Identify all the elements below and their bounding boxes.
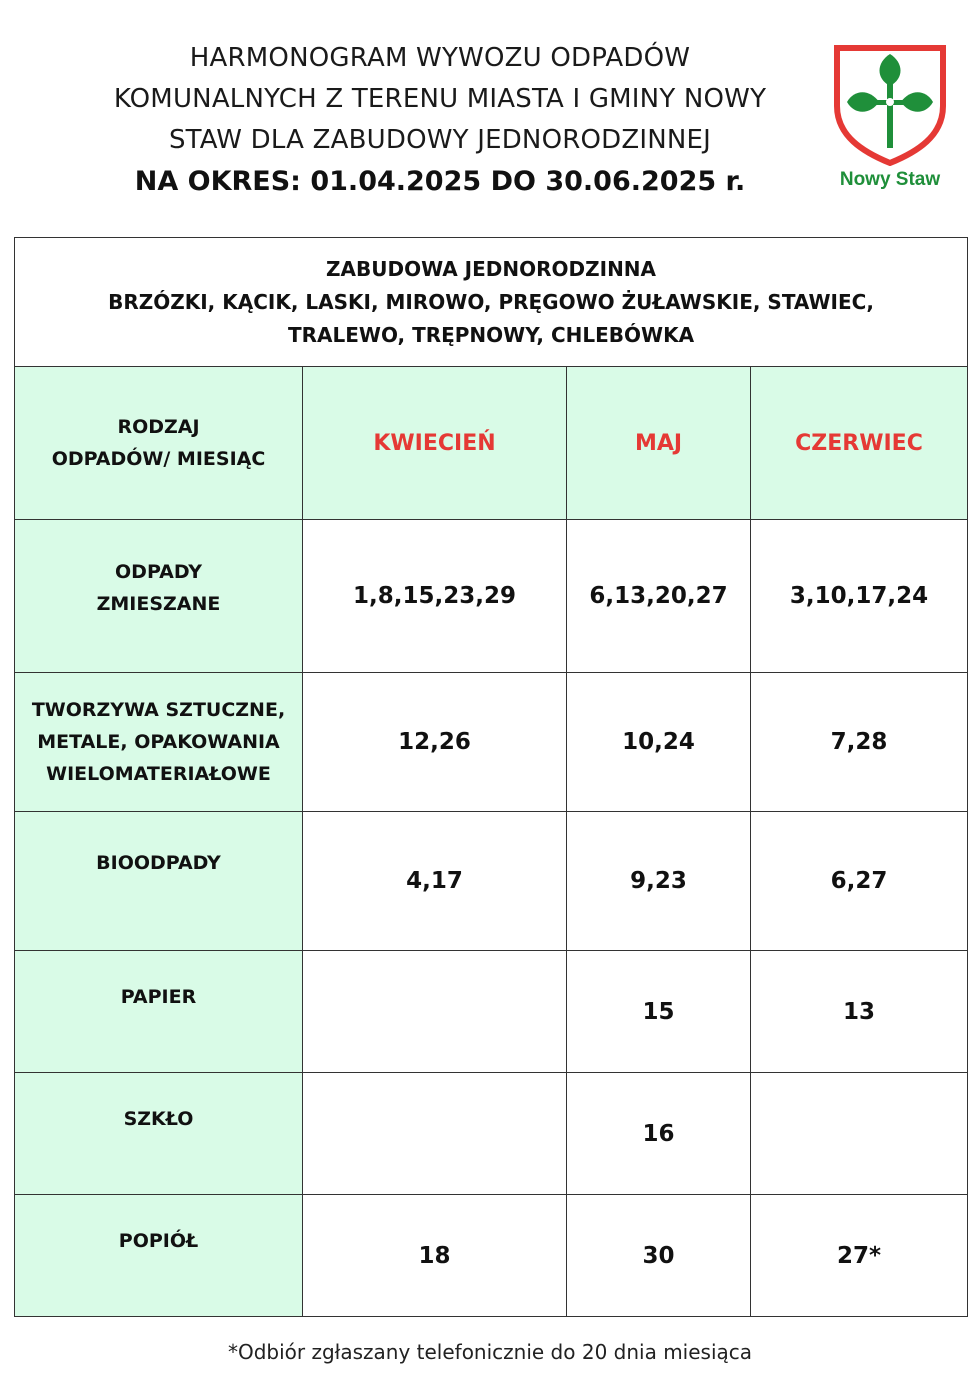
date-cell-april: 4,17 (303, 812, 567, 951)
waste-type-line: TWORZYWA SZTUCZNE, (31, 699, 286, 721)
date-cell-may: 6,13,20,27 (567, 520, 751, 673)
corner-header-line-1: RODZAJ (117, 416, 200, 438)
title-line-3: STAW DLA ZABUDOWY JEDNORODZINNEJ (168, 125, 712, 155)
waste-type-cell (15, 673, 303, 812)
date-cell-april: 18 (303, 1195, 567, 1317)
area-line-1: ZABUDOWA JEDNORODZINNA (326, 256, 657, 281)
waste-type-cell (15, 812, 303, 951)
date-cell-may: 15 (567, 951, 751, 1073)
waste-type-line: POPIÓŁ (118, 1229, 199, 1252)
date-cell-june: 13 (751, 951, 968, 1073)
waste-type-line: WIELOMATERIAŁOWE (46, 763, 271, 785)
date-cell-april: 12,26 (303, 673, 567, 812)
waste-type-line: SZKŁO (123, 1107, 194, 1130)
collection-schedule-table (14, 237, 968, 1317)
waste-type-line: PAPIER (120, 985, 197, 1008)
date-cell-may: 10,24 (567, 673, 751, 812)
date-cell-june: 6,27 (751, 812, 968, 951)
month-header-may: MAJ (567, 367, 751, 520)
date-cell-may: 9,23 (567, 812, 751, 951)
logo-town-name: Nowy Staw (839, 169, 941, 190)
month-header-june: CZERWIEC (751, 367, 968, 520)
date-cell-june: 3,10,17,24 (751, 520, 968, 673)
table-row-mixed-waste (15, 520, 968, 673)
waste-type-cell (15, 1195, 303, 1317)
month-header-row (15, 367, 968, 520)
table-row-paper (15, 951, 968, 1073)
table-row-glass (15, 1073, 968, 1195)
area-cell (15, 238, 968, 367)
area-line-2: BRZÓZKI, KĄCIK, LASKI, MIROWO, PRĘGOWO ŻUŁAWSKIE, STAWIEC, (108, 289, 874, 314)
date-cell-may: 30 (567, 1195, 751, 1317)
area-row (15, 238, 968, 367)
date-cell-june (751, 1073, 968, 1195)
table-row-ash (15, 1195, 968, 1317)
date-cell-june: 7,28 (751, 673, 968, 812)
corner-header-line-2: ODPADÓW/ MIESIĄC (51, 448, 266, 470)
table-row-plastics-metals (15, 673, 968, 812)
month-header-april: KWIECIEŃ (303, 367, 567, 520)
title-line-2: KOMUNALNYCH Z TERENU MIASTA I GMINY NOWY (113, 84, 767, 114)
waste-type-line: ZMIESZANE (96, 593, 221, 615)
waste-type-cell (15, 1073, 303, 1195)
date-cell-june: 27* (751, 1195, 968, 1317)
waste-type-cell (15, 951, 303, 1073)
nowy-staw-logo (826, 44, 954, 194)
table-row-biowaste (15, 812, 968, 951)
footnote: *Odbiór zgłaszany telefonicznie do 20 dnia miesiąca (227, 1340, 753, 1364)
coat-of-arms-icon (833, 44, 947, 166)
title-line-1: HARMONOGRAM WYWOZU ODPADÓW (189, 43, 691, 73)
date-cell-april (303, 1073, 567, 1195)
area-line-3: TRALEWO, TRĘPNOWY, CHLEBÓWKA (287, 322, 695, 347)
date-cell-may: 16 (567, 1073, 751, 1195)
period-line: NA OKRES: 01.04.2025 DO 30.06.2025 r. (134, 166, 746, 197)
corner-header-cell (15, 367, 303, 520)
waste-type-line: ODPADY (115, 561, 202, 583)
waste-type-cell (15, 520, 303, 673)
document-header (40, 38, 840, 203)
waste-type-line: METALE, OPAKOWANIA (37, 731, 280, 753)
date-cell-april: 1,8,15,23,29 (303, 520, 567, 673)
date-cell-april (303, 951, 567, 1073)
waste-type-line: BIOODPADY (96, 852, 221, 874)
